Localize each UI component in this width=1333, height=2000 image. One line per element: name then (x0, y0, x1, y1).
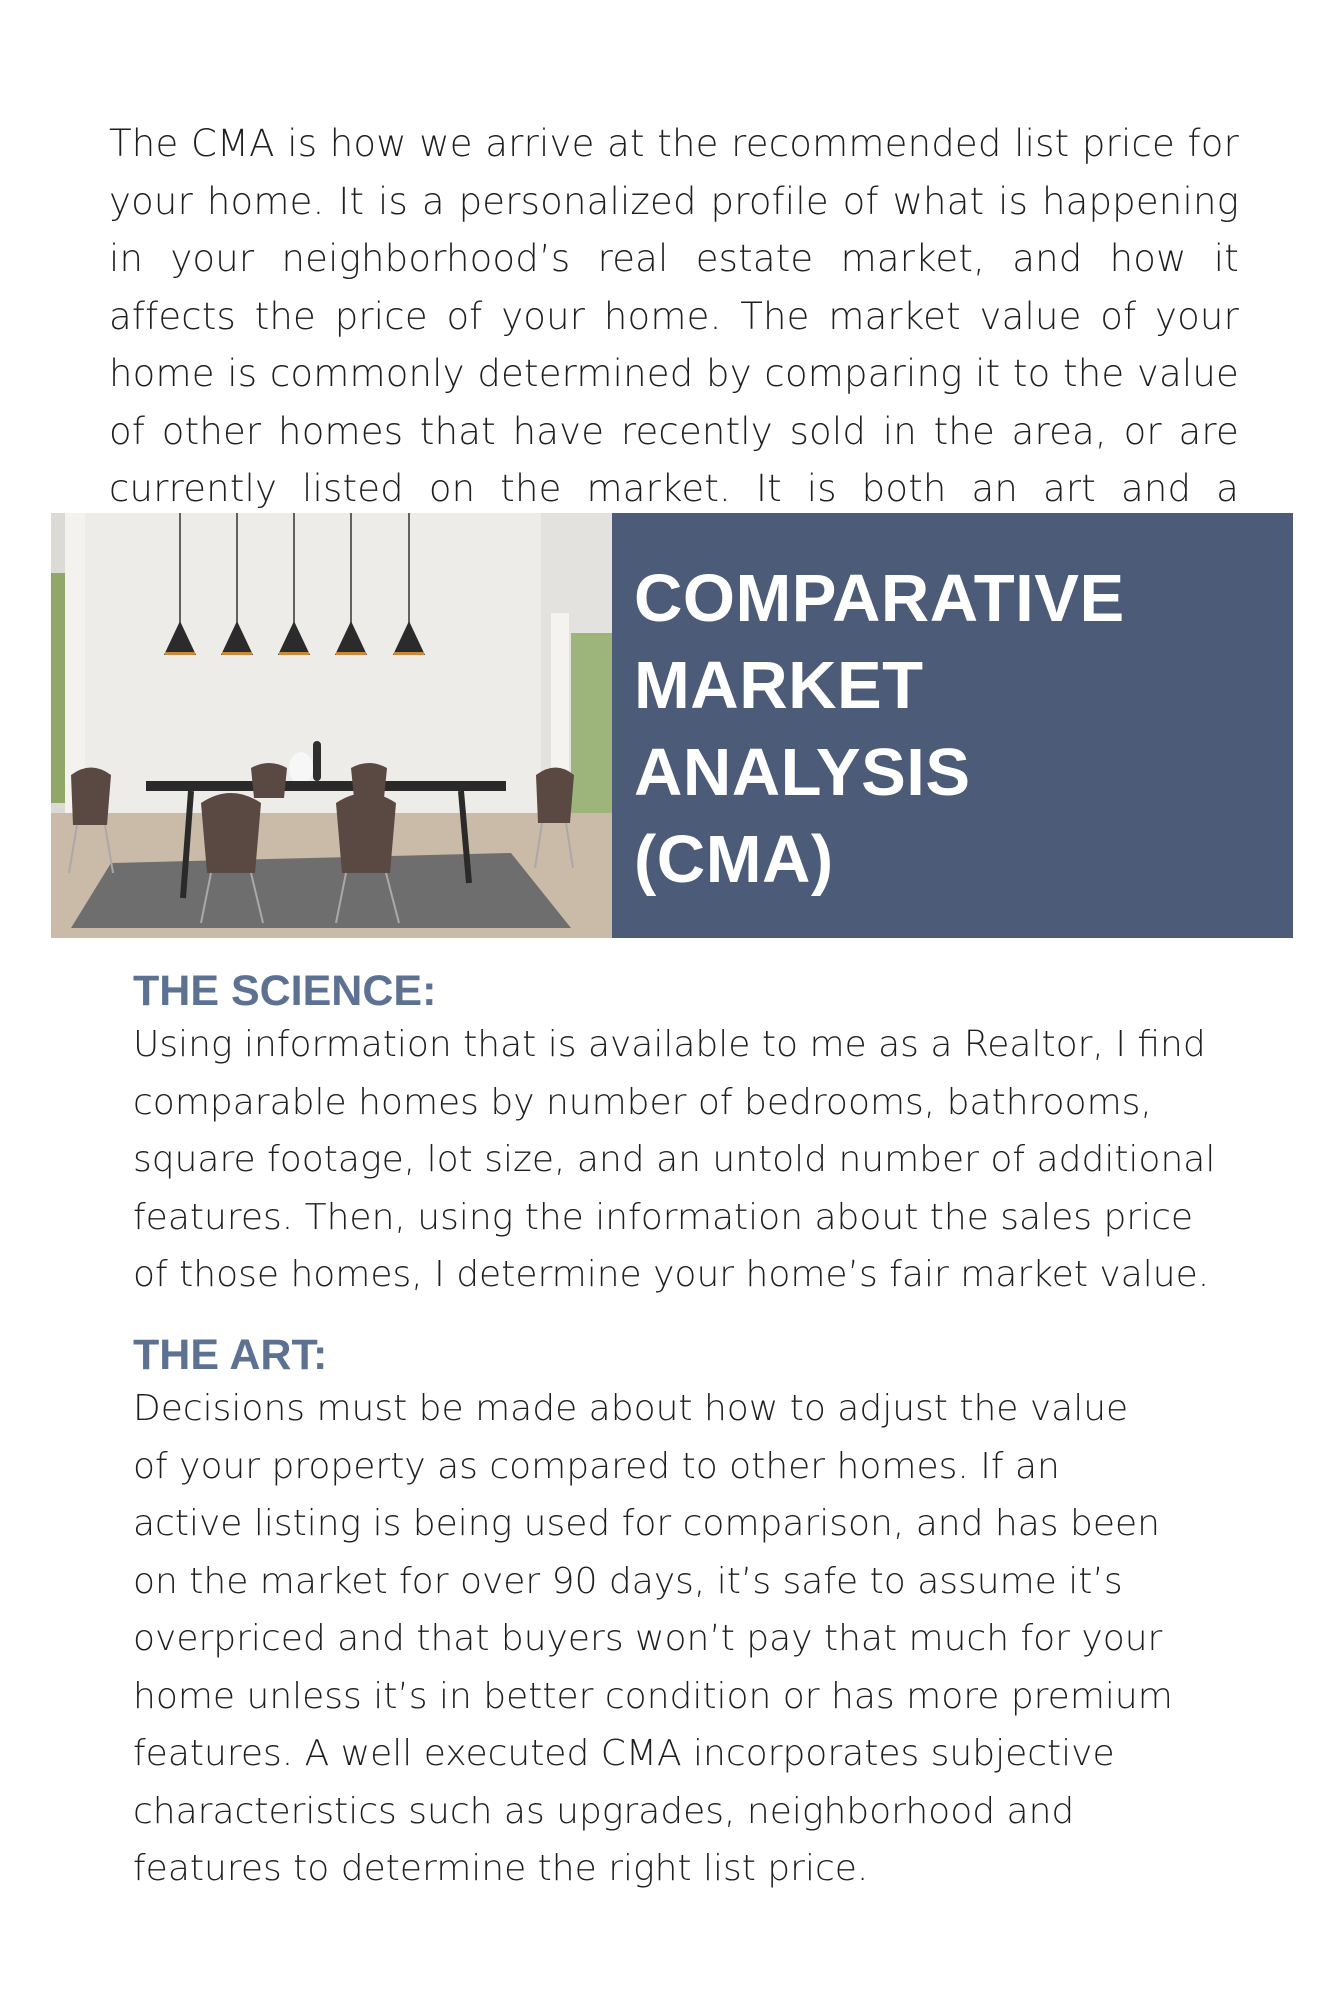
banner-title-line: COMPARATIVE (634, 561, 1125, 636)
title-panel (612, 513, 1293, 938)
art-section (133, 1330, 1263, 1898)
banner-title (634, 555, 1125, 903)
banner-title-line: (CMA) (634, 822, 834, 897)
art-body: Decisions must be made about how to adjust the value of your property as compared to other homes. If an active listing is being used for comparison, and has been on the market for over 90 days, it’s safe to assume it’s overpriced and that buyers won’t pay that much for your home unless it’s in better condition or has more premium features. A well executed CMA incorporates subjective characteristics such as upgrades, neighborhood and features to determine the right list price. (133, 1388, 1173, 1889)
title-banner (51, 513, 1293, 938)
science-body: Using information that is available to me as a Realtor, I find comparable homes by number of bedrooms, bathrooms, square footage, lot size, and an untold number of additional features. Then, using the information about the sales price of those homes, I determine your home’s fair market value. (133, 1024, 1216, 1295)
art-heading: THE ART: (133, 1331, 328, 1379)
science-heading: THE SCIENCE: (133, 967, 437, 1015)
science-section (133, 966, 1263, 1304)
banner-title-line: MARKET (634, 648, 924, 723)
dining-room-photo (51, 513, 612, 938)
intro-paragraph: The CMA is how we arrive at the recommended list price for your home. It is a personalized profile of what is happening in your neighborhood’s real estate market, and how it affects the price of your home. The market value of your home is commonly determined by comparing it to the value of other homes that have recently sold in the area, or are currently listed on the market. It is both an art and a (109, 122, 1239, 510)
banner-title-line: ANALYSIS (634, 735, 971, 810)
